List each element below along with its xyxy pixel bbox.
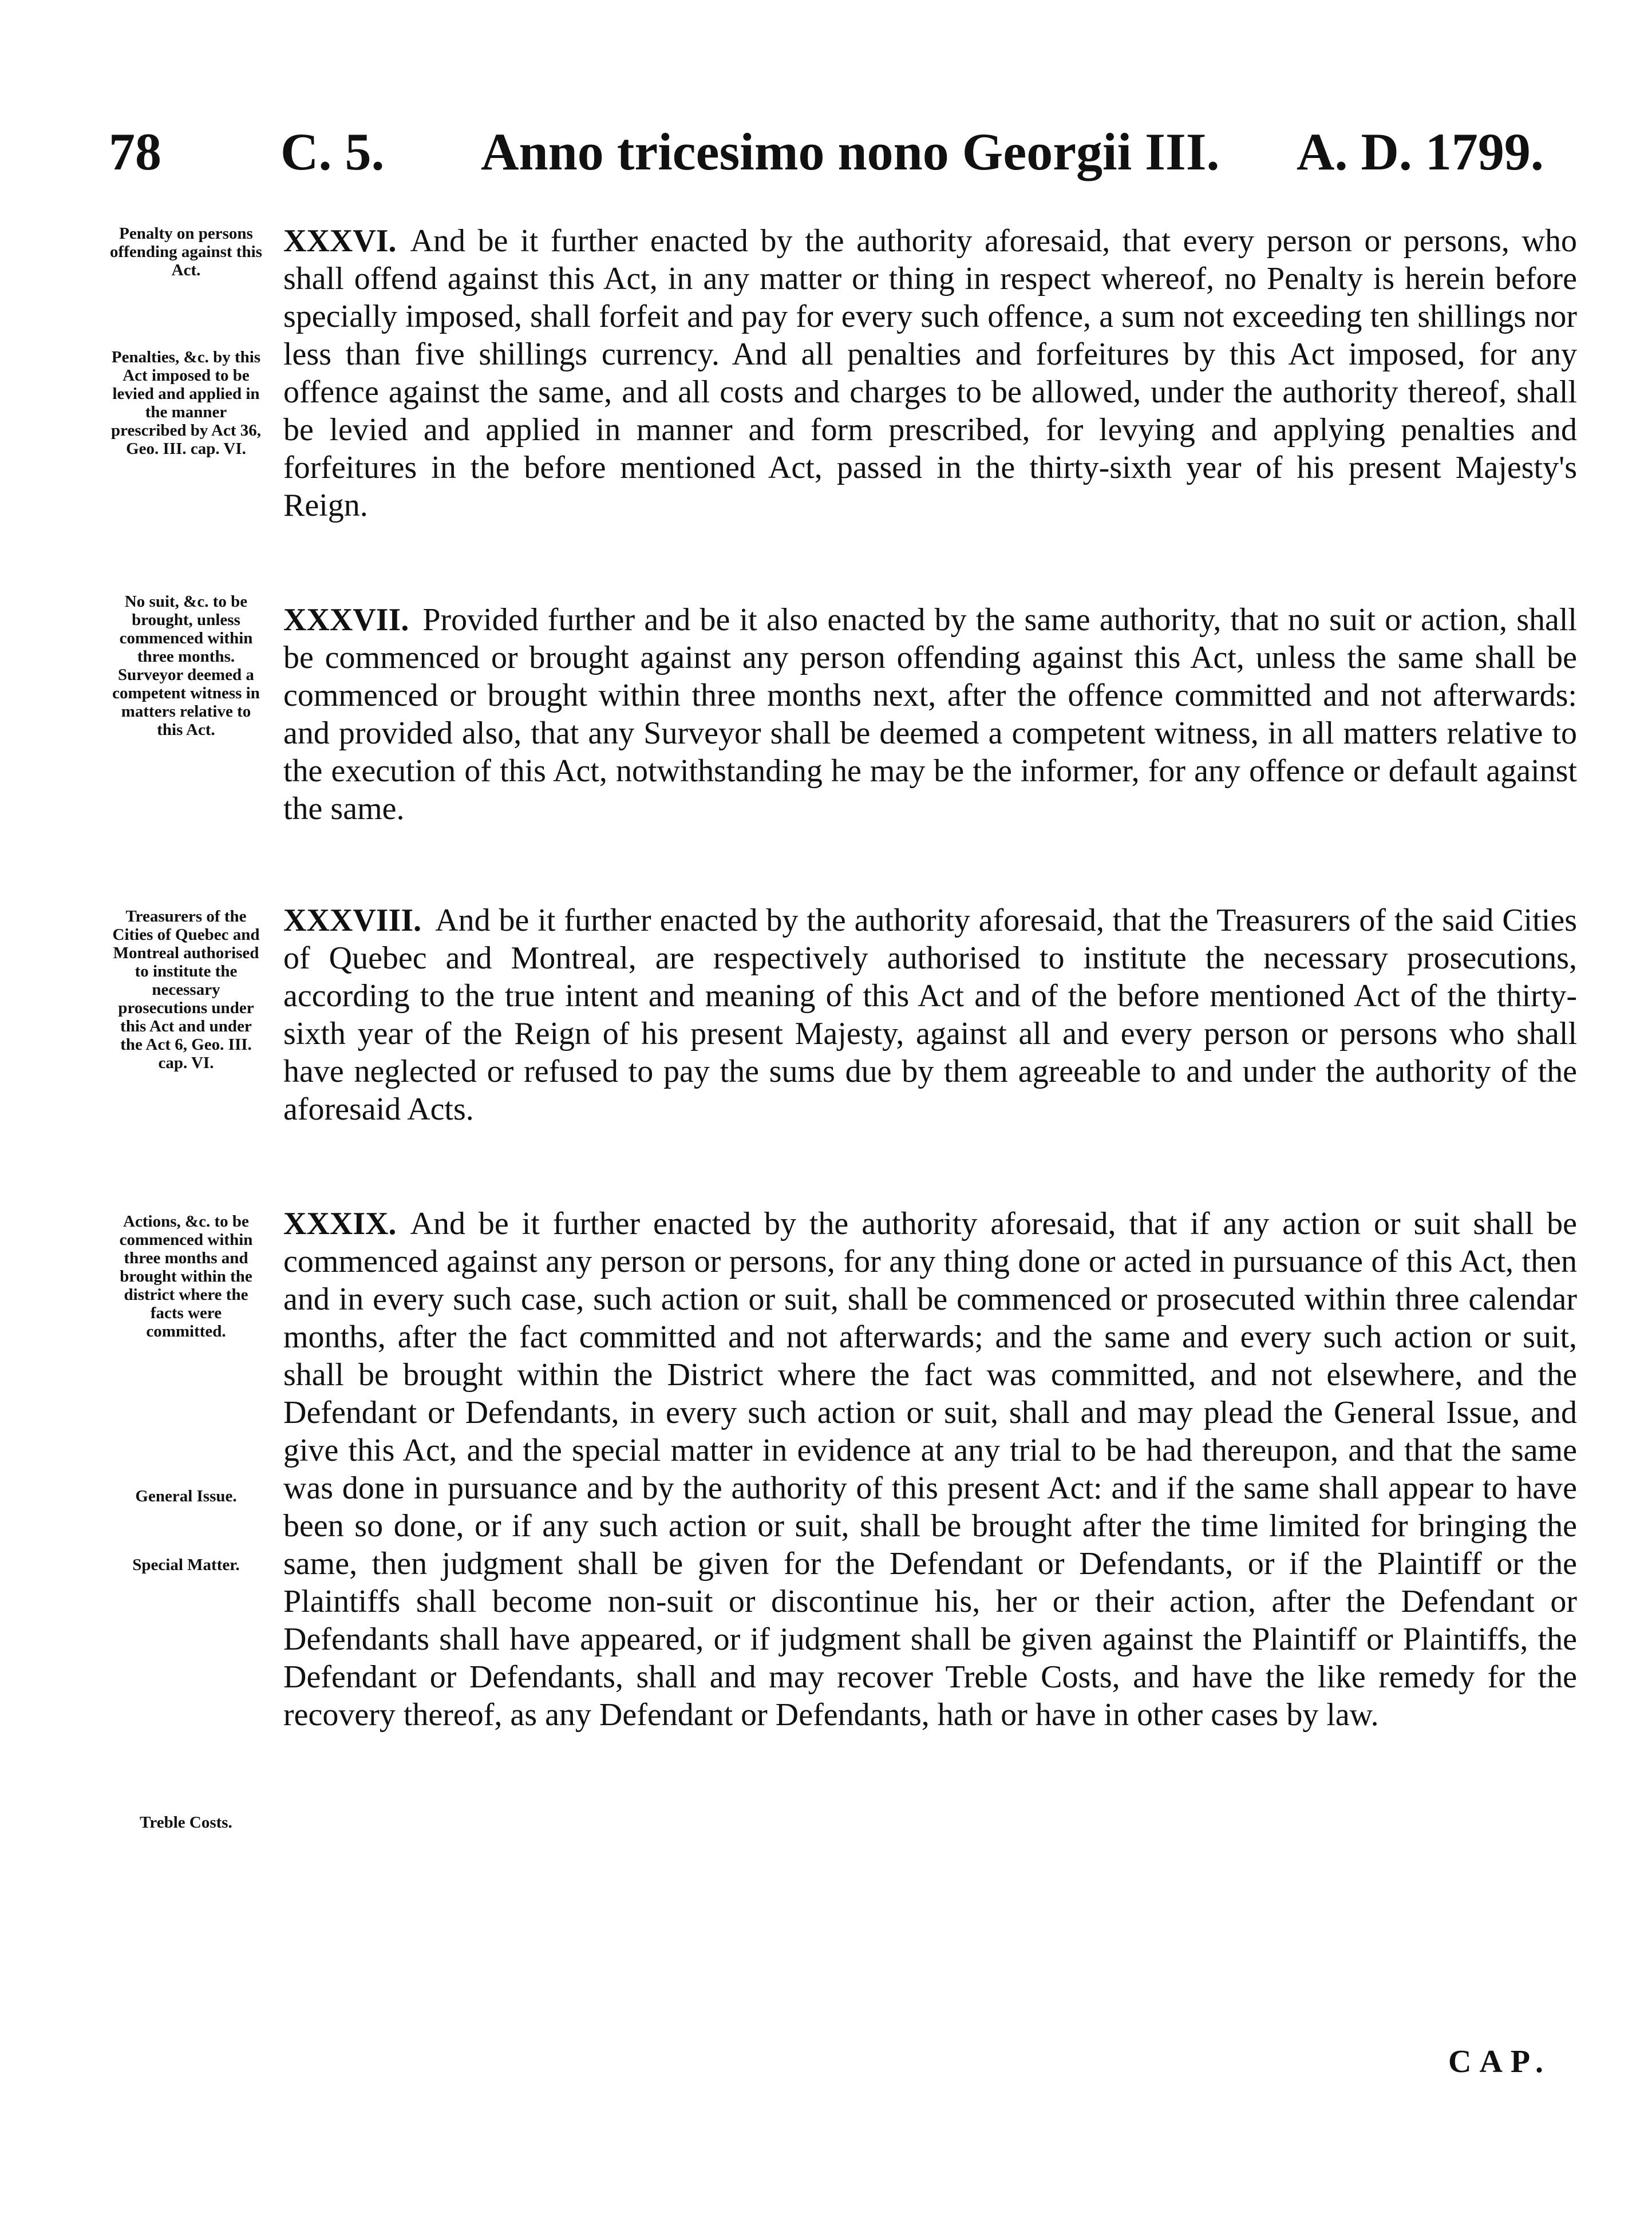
page-title: Anno tricesimo nono Georgii III. [481,122,1220,181]
section-number: XXXIX. [283,1206,397,1242]
margin-note-treasurers: Treasurers of the Cities of Quebec and Montreal authorised to institute the necessary prosecutions under this Act and under the Act 6, Geo. III. cap. VI. [112,907,260,1072]
section-text: Provided further and be it also enacted by the same authority, that no suit or action, shall be commenced or brought against any person offending against this Act, unless the same shall be commenced or brought within three months next, after the offence committed and not afterwards: and provided also, that any Surveyor shall be deemed a competent witness, in all matters relative to the execution of this Act, notwithstanding he may be the informer, for any offence or default against the same. [283,602,1577,827]
margin-note-general-issue: General Issue. [135,1487,237,1505]
page-number: 78 [109,122,161,181]
margin-note-treble-costs: Treble Costs. [140,1813,232,1832]
section-text: And be it further enacted by the authority aforesaid, that the Treasurers of the said Cities of Quebec and Montreal, are respectively authorised to institute the necessary prosecutions, according to the true intent and meaning of this Act and of the before mentioned Act of the thirty-sixth year of the Reign of his present Majesty, against all and every person or persons who shall have neglected or refused to pay the sums due by them agreeable to and under the authority of the aforesaid Acts. [283,903,1577,1127]
margin-note-actions: Actions, &c. to be commenced within three months and brought within the district where the facts were committed. [119,1212,253,1341]
year-label: A. D. 1799. [1297,122,1544,181]
section-36 [283,222,1577,524]
section-number: XXXVI. [283,223,397,259]
section-number: XXXVII. [283,602,409,638]
catchword: CAP. [1448,2044,1551,2079]
margin-note-no-suit: No suit, &c. to be brought, unless commenced within three months. Surveyor deemed a competent witness in matters relative to this Act. [112,592,260,739]
section-37 [283,601,1577,828]
section-39 [283,1205,1577,1734]
section-number: XXXVIII. [283,903,422,938]
section-38 [283,902,1577,1128]
margin-note-penalties-levied: Penalties, &c. by this Act imposed to be levied and applied in the manner prescribed by Act 36, Geo. III. cap. VI. [110,348,262,458]
margin-note-penalty: Penalty on persons offending against this Act. [110,224,262,279]
section-text: And be it further enacted by the authority aforesaid, that if any action or suit shall be commenced against any person or persons, for any thing done or acted in pursuance of this Act, then and in every such case, such action or suit, shall be commenced or prosecuted within three calendar months, after the fact committed and not afterwards; and the same and every such action or suit, shall be brought within the District where the fact was committed, and not elsewhere, and the Defendant or Defendants, in every such action or suit, shall and may plead the General Issue, and give this Act, and the special matter in evidence at any trial to be had thereupon, and that the same was done in pursuance and by the authority of this present Act: and if the same shall appear to have been so done, or if any such action or suit, shall be brought after the time limited for bringing the same, then judgment shall be given for the Defendant or Defendants, or if the Plaintiff or the Plaintiffs shall become non-suit or discontinue his, her or their action, after the Defendant or Defendants shall have appeared, or if judgment shall be given against the Plaintiff or Plaintiffs, the Defendant or Defendants, shall and may recover Treble Costs, and have the like remedy for the recovery thereof, as any Defendant or Defendants, hath or have in other cases by law. [283,1206,1577,1733]
margin-note-special-matter: Special Matter. [132,1556,240,1574]
chapter-label: C. 5. [280,122,385,181]
section-text: And be it further enacted by the authority aforesaid, that every person or persons, who shall offend against this Act, in any matter or thing in respect whereof, no Penalty is herein before specially imposed, shall forfeit and pay for every such offence, a sum not exceeding ten shillings nor less than five shillings currency. And all penalties and forfeitures by this Act imposed, for any offence against the same, and all costs and charges to be allowed, under the authority thereof, shall be levied and applied in manner and form prescribed, for levying and applying penalties and forfeitures in the before mentioned Act, passed in the thirty-sixth year of his present Majesty's Reign. [283,223,1577,523]
